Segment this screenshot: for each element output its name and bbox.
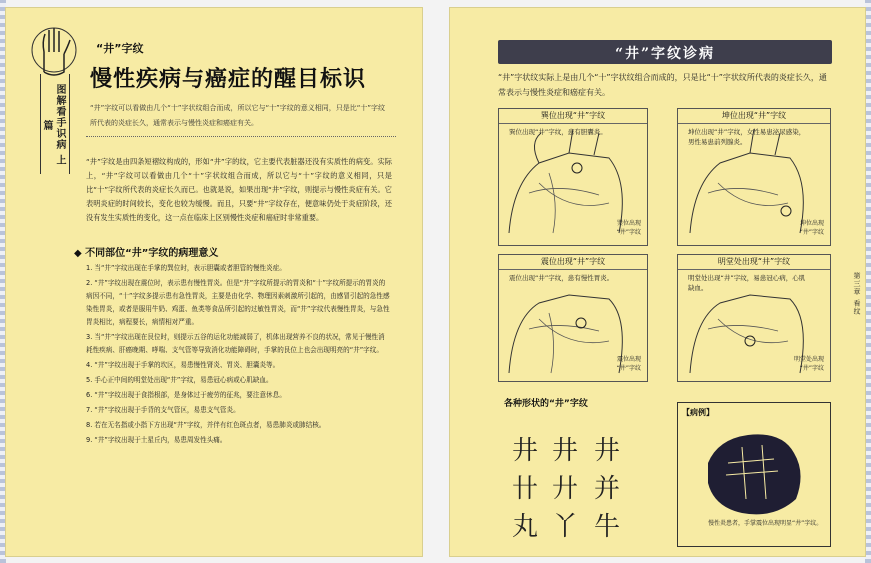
panel-mingtang bbox=[677, 254, 831, 382]
jing-shape-icon: 丫 bbox=[552, 512, 579, 542]
list-item: 7. “井”字纹出现于手背的支气管区，易患支气管炎。 bbox=[86, 406, 240, 414]
jing-shape-icon: 井 bbox=[512, 436, 539, 466]
intro-paragraph: “井”字纹可以看做由几个“十”字状纹组合而成，所以它与“十”字纹的意义相同，只是比“十”字纹所代表的炎症长久，通常表示与慢性炎症和癌症有关。 bbox=[90, 104, 386, 127]
section-heading bbox=[74, 244, 218, 259]
diamond-bullet-icon: ◆ bbox=[74, 248, 86, 259]
divider bbox=[86, 136, 396, 137]
list-item: 3. 当“井”字纹出现在艮位时，则提示五谷的运化功能减弱了，机体出现营养不良的状况，常见于慢性消耗性疾病、肝癌晚期、哮喘、支气管等导致消化功能障碍时，手掌的艮位上也会出现明亮的“井”字纹。 bbox=[86, 333, 385, 354]
body-paragraph: “井”字纹是由四条短褶纹构成的，形如“井”字的纹，它主要代表脏器还没有实质性的病变。实际上，“井”字纹可以看做由几个“十”字状纹组合而成，所以它与“十”字纹的意义相同，只是比“十”字纹所代表的炎症长久而已。也就是说，如果出现“井”字纹，则提示与慢性炎症有关。它表明炎症的时间较长，变化也较为缓慢。而且，只要“井”字纹存在，便意味仍处于炎症阶段，还没有发生实质性的变化，这一点在临床上区别慢性炎症和癌症时非常重要。 bbox=[86, 157, 392, 222]
jing-shape-icon: 廾 bbox=[552, 474, 579, 504]
list-item: 6. “井”字纹出现于食指根部，是身体过于疲劳的征兆，要注意休息。 bbox=[86, 391, 286, 399]
jing-shape-icon: 丸 bbox=[512, 512, 539, 542]
hand-icon bbox=[30, 22, 78, 82]
panel-note: 震位出现 “井”字纹 bbox=[616, 356, 641, 372]
panel-heading: 巽位出现“井”字纹 bbox=[499, 109, 647, 124]
jing-shape-icon: 井 bbox=[594, 436, 621, 466]
page-title: 慢性疾病与癌症的醒目标识 bbox=[90, 66, 367, 92]
section-subtitle: “井”字纹 bbox=[96, 42, 144, 55]
case-heading: 【病例】 bbox=[682, 408, 714, 417]
list-item: 5. 手心正中间的明堂处出现“井”字纹，易患冠心病或心肌缺血。 bbox=[86, 376, 273, 384]
list-item: 8. 若在无名指或小指下方出现“井”字纹，并伴有红色斑点者，易患肺炎或肺结核。 bbox=[86, 421, 326, 429]
list-item: 2. “井”字纹出现在震位时，表示患有慢性胃炎。但是“井”字纹所提示的胃炎和“十”字纹所提示的胃炎的病因不同，“十”字纹多提示患有急性胃炎，主要是由化学、物理因素刺激所引起的，由感冒引起的急性感染性胃炎，或者是服用牛奶、鸡蛋、鱼类等食品所引起的过敏性胃炎，而“井”字纹代表慢性胃炎，与急性胃炎相比，病程要长，病情相对严重。 bbox=[86, 279, 390, 326]
right-intro: “井”字状纹实际上是由几个“十”字状纹组合而成的，只是比“十”字状纹所代表的炎症长久，通常表示与慢性炎症和癌症有关。 bbox=[498, 73, 827, 97]
list-item: 9. “井”字纹出现于土星丘内，易患周发性头痛。 bbox=[86, 436, 227, 444]
shapes-section bbox=[498, 392, 658, 547]
list-item: 1. 当“井”字纹出现在手掌的巽位时，表示胆囊或者胆管的慢性炎症。 bbox=[86, 264, 286, 272]
panel-kun bbox=[677, 108, 831, 246]
panel-heading: 震位出现“井”字纹 bbox=[499, 255, 647, 270]
panel-zhen bbox=[498, 254, 648, 382]
sidebar-label: 图解看手识病 上篇 bbox=[41, 84, 65, 166]
chapter-edge-tag: 第三章 看纹 bbox=[853, 272, 861, 316]
pathology-list bbox=[86, 262, 390, 449]
jing-shape-icon: 卄 bbox=[512, 474, 539, 504]
right-title: “井”字纹诊病 bbox=[614, 46, 716, 62]
panel-heading: 明堂处出现“井”字纹 bbox=[678, 255, 830, 270]
case-heading-text: 病例 bbox=[690, 408, 706, 417]
right-border-stripe bbox=[865, 0, 871, 563]
jing-shape-icon: 牛 bbox=[594, 512, 621, 542]
shapes-heading: 各种形状的“井”字纹 bbox=[504, 399, 588, 409]
case-note: 慢性炎患者，手掌震位出现明显“井”字纹。 bbox=[708, 520, 823, 527]
panel-note: 坤位出现 “井”字纹 bbox=[799, 220, 824, 236]
panel-caption: 震位出现“井”字纹，患有慢性胃炎。 bbox=[509, 274, 614, 282]
section-heading-text: 不同部位“井”字纹的病理意义 bbox=[85, 248, 219, 259]
jing-shape-icon: 井 bbox=[552, 436, 579, 466]
sidebar bbox=[14, 10, 66, 170]
panel-caption: 巽位出现“井”字纹，患有胆囊炎。 bbox=[509, 128, 607, 136]
panel-note: 明堂处出现 “井”字纹 bbox=[793, 356, 824, 372]
panel-caption: 坤位出现“井”字纹，女性易患泌尿感染，男性易患前列腺炎。 bbox=[688, 128, 806, 146]
panel-note: 巽位出现 “井”字纹 bbox=[616, 220, 641, 236]
panel-xun bbox=[498, 108, 648, 246]
case-box bbox=[677, 402, 831, 547]
panel-heading: 坤位出现“井”字纹 bbox=[678, 109, 830, 124]
page-gutter bbox=[424, 0, 448, 563]
list-item: 4. “井”字纹出现于手掌的坎区，易患慢性肾炎、胃炎、胆囊炎等。 bbox=[86, 361, 280, 369]
right-title-bar bbox=[498, 40, 832, 64]
jing-shape-icon: 并 bbox=[594, 474, 621, 504]
panel-caption: 明堂处出现“井”字纹，易患冠心病，心肌缺血。 bbox=[688, 274, 806, 292]
